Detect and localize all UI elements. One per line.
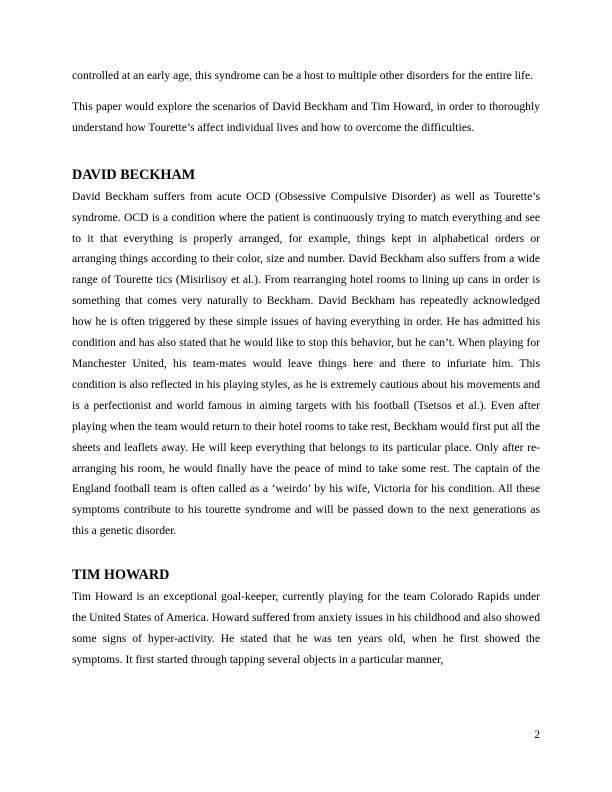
section-heading-david-beckham: DAVID BECKHAM <box>72 166 196 183</box>
page-number: 2 <box>534 728 540 741</box>
section-body-tim-howard: Tim Howard is an exceptional goal-keeper, currently playing for the team Colorado Rapids under the United States of America. Howard suffered from anxiety issues in his childhood and also showed some signs of hyper-activity. He stated that he was ten years old, when he first showed the symptoms. It first started through tapping several objects in a particular manner, <box>72 590 540 666</box>
intro-paragraph: This paper would explore the scenarios of David Beckham and Tim Howard, in order to thoroughly understand how Tourette’s affect individual lives and how to overcome the difficulties. <box>72 99 540 134</box>
section-body-david-beckham: David Beckham suffers from acute OCD (Obsessive Compulsive Disorder) as well as Tourette’s syndrome. OCD is a condition where the patient is continuously trying to match everything and see to it that everything is properly arranged, for example, things kept in alphabetical orders or arranging things according to their color, size and number. David Beckham also suffers from a wide range of Tourette tics (Misirlisoy et al.). From rearranging hotel rooms to lining up cans in order is something that comes very naturally to Beckham. David Beckham has repeatedly acknowledged how he is often triggered by these simple issues of having everything in order. He has admitted his condition and has also stated that he would like to stop this behavior, but he can’t. When playing for Manchester United, his team-mates would leave things here and there to infuriate him. This condition is also reflected in his playing styles, as he is extremely cautious about his movements and is a perfectionist and world famous in aiming targets with his football (Tsetsos et al.). Even after playing when the team would return to their hotel rooms to take rest, Beckham would first put all the sheets and leaflets away. He will keep everything that belongs to its particular place. Only after re-arranging his room, he would finally have the peace of mind to take some rest. The captain of the England football team is often called as a ‘weirdo’ by his wife, Victoria for his condition. All these symptoms contribute to his tourette syndrome and will be passed down to the next generations as this a genetic disorder. <box>72 189 540 538</box>
intro-continuation-paragraph: controlled at an early age, this syndrome can be a host to multiple other disorders for the entire life. <box>72 69 534 82</box>
section-heading-tim-howard: TIM HOWARD <box>72 567 170 584</box>
document-page <box>72 66 540 671</box>
